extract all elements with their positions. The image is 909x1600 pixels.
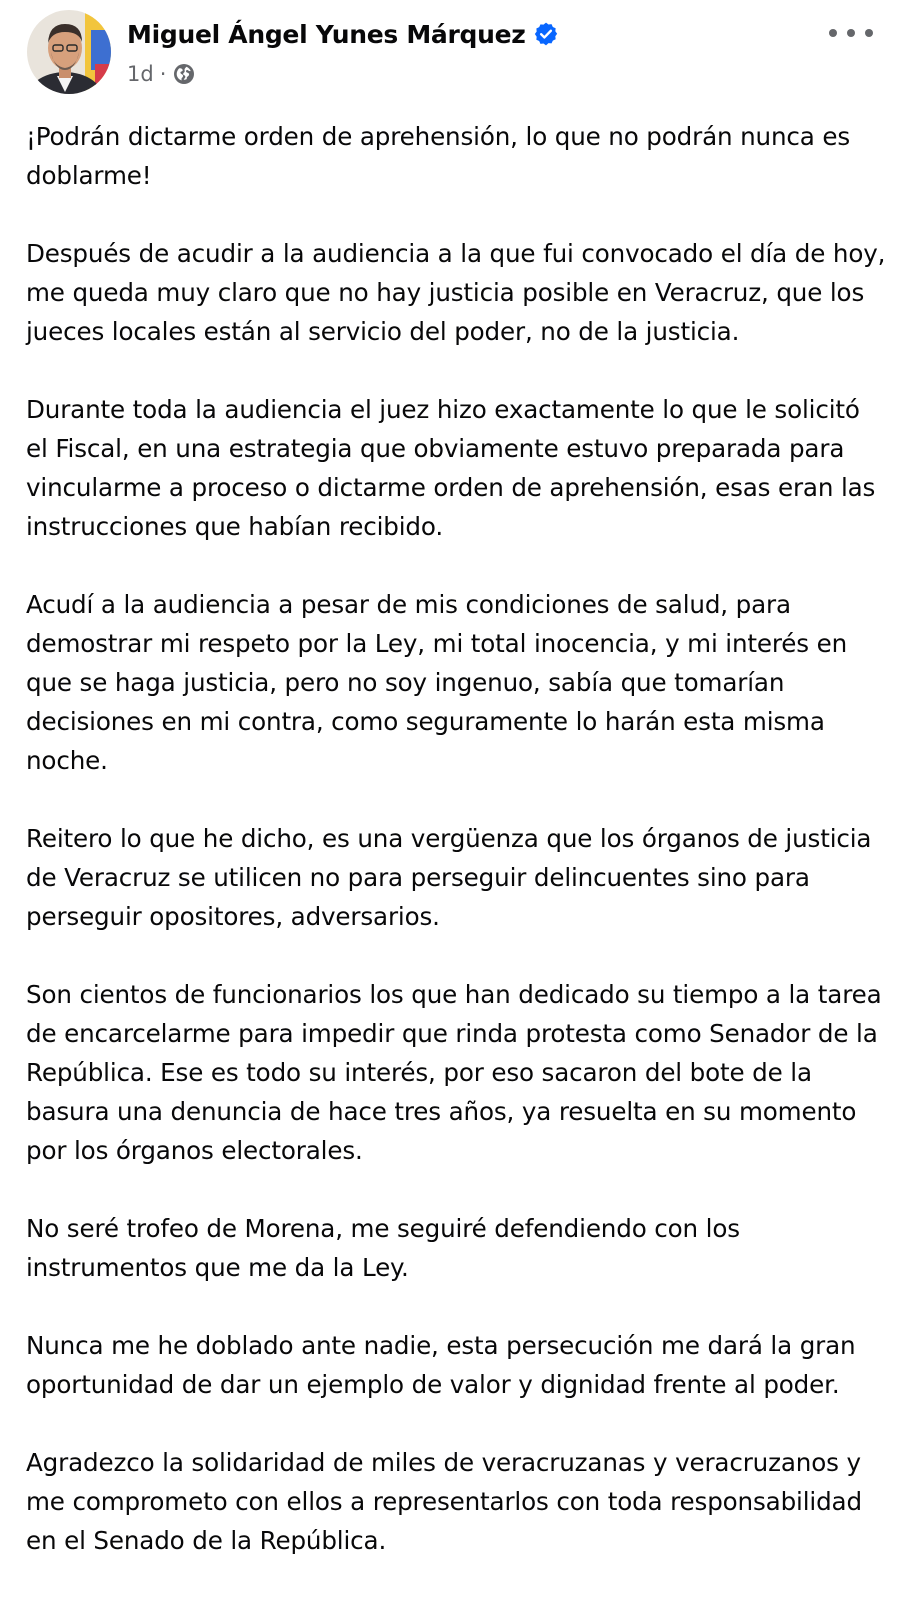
post-body bbox=[26, 117, 886, 1560]
more-options-button[interactable] bbox=[829, 18, 873, 48]
post-paragraph: Agradezco la solidaridad de miles de veracruzanas y veracruzanos y me comprometo con ellos a representarlos con toda responsabilidad en el Senado de la República. bbox=[26, 1448, 862, 1555]
post-paragraph: Son cientos de funcionarios los que han dedicado su tiempo a la tarea de encarcelarme para impedir que rinda protesta como Senador de la República. Ese es todo su interés, por eso sacaron del bote de la basura una denuncia de hace tres años, ya resuelta en su momento por los órganos electorales. bbox=[26, 980, 882, 1165]
post-paragraph: Nunca me he doblado ante nadie, esta persecución me dará la gran oportunidad de dar un ejemplo de valor y dignidad frente al poder. bbox=[26, 1331, 856, 1399]
avatar[interactable] bbox=[27, 10, 111, 94]
post-paragraph: Después de acudir a la audiencia a la que fui convocado el día de hoy, me queda muy claro que no hay justicia posible en Veracruz, que los jueces locales están al servicio del poder, no de la justicia. bbox=[26, 239, 886, 346]
post-paragraph: Durante toda la audiencia el juez hizo exactamente lo que le solicitó el Fiscal, en una estrategia que obviamente estuvo preparada para vincularme a proceso o dictarme orden de aprehensión, esas eran las instrucciones que habían recibido. bbox=[26, 395, 876, 541]
globe-icon bbox=[172, 62, 196, 86]
post-paragraph: ¡Podrán dictarme orden de aprehensión, lo que no podrán nunca es doblarme! bbox=[26, 122, 851, 190]
more-horizontal-icon bbox=[829, 29, 837, 37]
post-timestamp[interactable]: 1d bbox=[127, 62, 154, 86]
post-header bbox=[0, 0, 909, 110]
meta-separator: · bbox=[159, 62, 167, 86]
post-paragraph: No seré trofeo de Morena, me seguiré defendiendo con los instrumentos que me da la Ley. bbox=[26, 1214, 740, 1282]
post-paragraph: Acudí a la audiencia a pesar de mis condiciones de salud, para demostrar mi respeto por la Ley, mi total inocencia, y mi interés en que se haga justicia, pero no soy ingenuo, sabía que tomarían decisiones en mi contra, como seguramente lo harán esta misma noche. bbox=[26, 590, 848, 775]
verified-badge-icon bbox=[533, 21, 559, 47]
post-meta bbox=[127, 60, 196, 88]
author-row bbox=[127, 16, 559, 52]
author-name[interactable]: Miguel Ángel Yunes Márquez bbox=[127, 19, 526, 49]
post-paragraph: Reitero lo que he dicho, es una vergüenza que los órganos de justicia de Veracruz se utilicen no para perseguir delincuentes sino para perseguir opositores, adversarios. bbox=[26, 824, 872, 931]
